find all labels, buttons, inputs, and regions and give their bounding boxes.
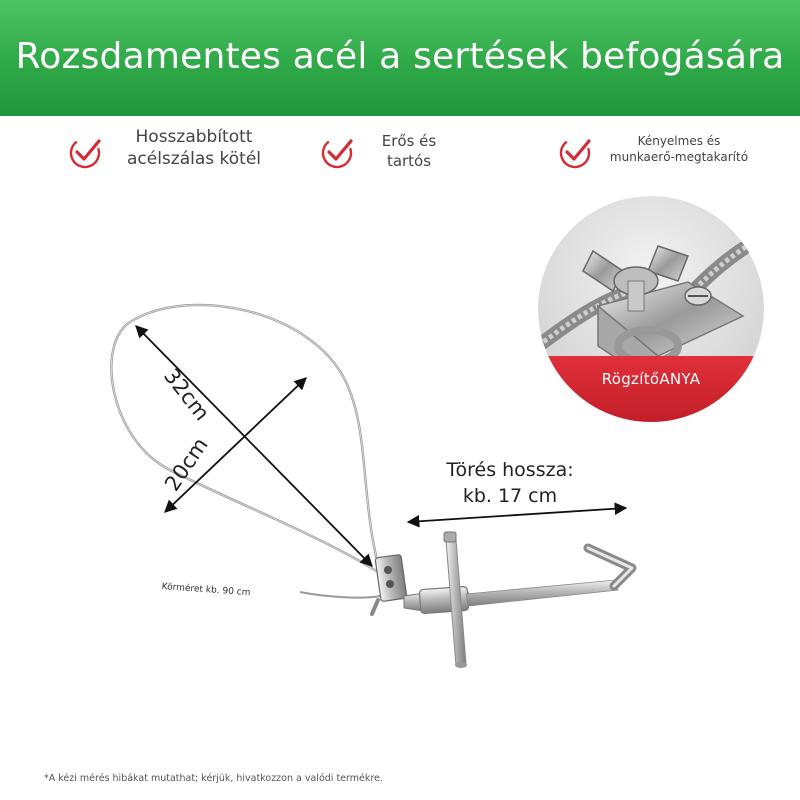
loop-circumference-label: Körméret kb. 90 cm <box>161 582 251 599</box>
disclaimer-footnote: *A kézi mérés hibákat mutathat; kérjük, hivatkozzon a valódi termékre. <box>44 773 383 784</box>
feature-text-line: Erős és <box>381 132 437 150</box>
width-dimension-label: 20cm <box>160 433 213 496</box>
feature-text-line: Kényelmes és <box>637 134 721 148</box>
cable-clamp <box>372 554 407 614</box>
feature-text-line: Hosszabbított <box>135 127 253 147</box>
break-length-label <box>400 458 620 509</box>
handle-shaft <box>404 548 632 614</box>
dimension-arrow-break-length <box>408 508 626 522</box>
feature-text-line: acélszálas kötél <box>126 149 262 170</box>
page-title: Rozsdamentes acél a sertések befogására <box>15 36 785 77</box>
break-length-line: Törés hossza: <box>446 459 574 481</box>
dimension-arrow-diagonal <box>136 326 372 566</box>
break-length-value: kb. 17 cm <box>462 484 558 507</box>
fixing-nut-label: RögzítőANYA <box>601 370 701 388</box>
feature-text-line: munkaerő-megtakarító <box>609 149 749 164</box>
feature-text-line: tartós <box>386 151 432 170</box>
diagonal-dimension-label: 32cm <box>159 364 215 426</box>
